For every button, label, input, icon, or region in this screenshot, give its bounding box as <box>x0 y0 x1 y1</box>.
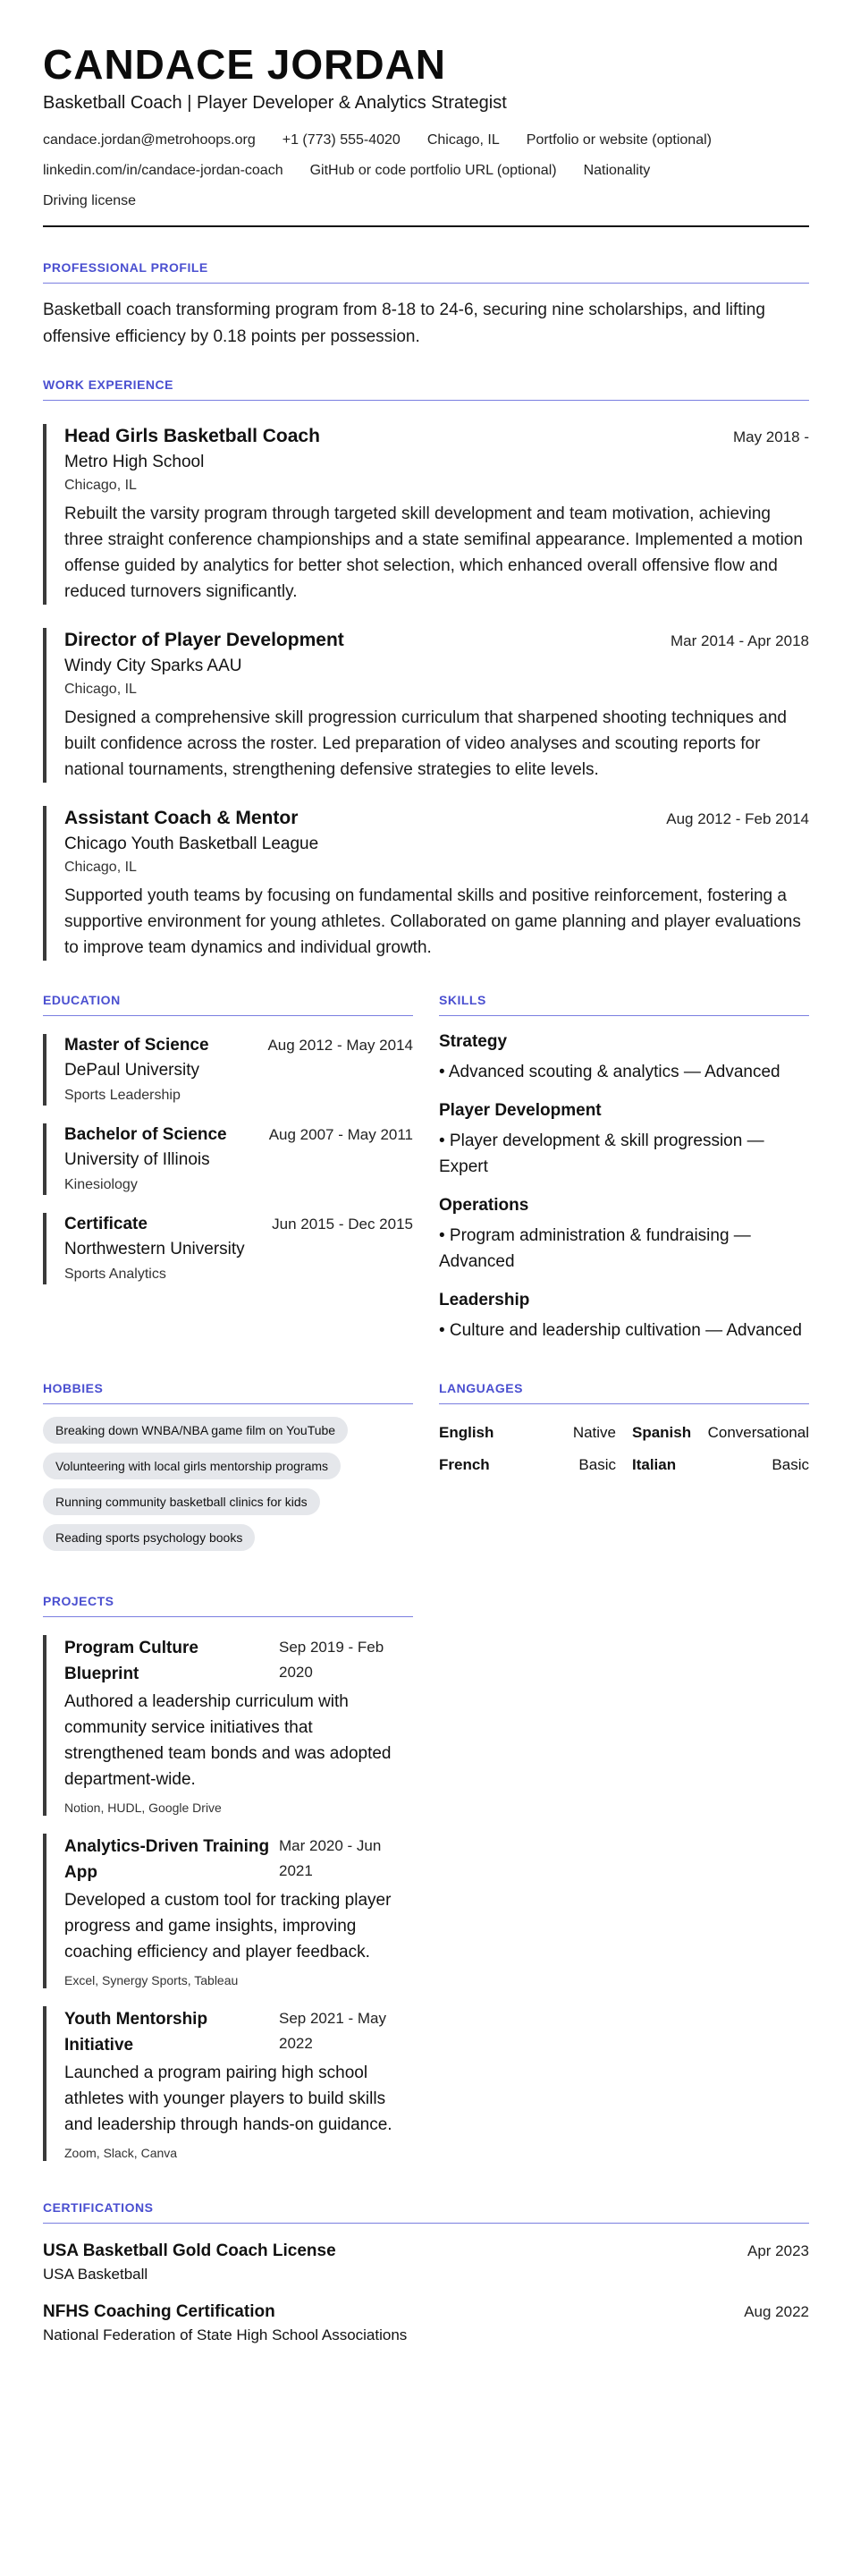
project-tools: Excel, Synergy Sports, Tableau <box>64 1973 239 1987</box>
job-entry <box>43 424 809 605</box>
job-entry <box>43 806 809 961</box>
hobby-tag: Reading sports psychology books <box>43 1524 255 1551</box>
project-description: Launched a program pairing high school athletes with younger players to build skills and leadership through hands-on guidance. <box>64 2063 392 2134</box>
certification-issuer: National Federation of State High School Associations <box>43 2326 408 2343</box>
job-location: Chicago, IL <box>64 478 137 493</box>
hobbies-section <box>43 1381 413 1560</box>
work-experience-section <box>43 377 809 961</box>
contact-info <box>43 131 809 211</box>
project-description: Authored a leadership curriculum with community service initiatives that strengthened team bonds and was adopted department-wide. <box>64 1692 392 1789</box>
language-name: Spanish <box>632 1424 692 1441</box>
section-heading: PROJECTS <box>43 1594 413 1617</box>
project-title: Program Culture Blueprint <box>64 1639 198 1683</box>
candidate-name: CANDACE JORDAN <box>43 41 447 88</box>
education-school: Northwestern University <box>64 1240 245 1258</box>
section-heading: SKILLS <box>439 993 809 1016</box>
education-field: Sports Leadership <box>64 1088 181 1103</box>
job-description: Rebuilt the varsity program through targeted skill development and team motivation, achieving three straight conference championships and a state semifinal appearance. Implemented a motion offense guided by analytics for better shot selection, which enhanced overall offensive flow and reduced turnovers significantly. <box>64 504 803 601</box>
resume-header <box>43 0 809 227</box>
education-field: Sports Analytics <box>64 1267 166 1282</box>
education-entry <box>43 1123 413 1195</box>
job-location: Chicago, IL <box>64 860 137 875</box>
education-date: Jun 2015 - Dec 2015 <box>272 1216 413 1233</box>
section-heading: HOBBIES <box>43 1381 413 1404</box>
education-field: Kinesiology <box>64 1177 138 1192</box>
education-degree: Master of Science <box>64 1036 209 1055</box>
language-name: English <box>439 1424 494 1441</box>
skill-item: • Program administration & fundraising — Advanced <box>439 1226 751 1271</box>
profile-text: Basketball coach transforming program from 8-18 to 24-6, securing nine scholarships, and lifting offensive efficiency by 0.18 points per possession. <box>43 301 765 346</box>
project-date: Sep 2019 - Feb 2020 <box>279 1639 384 1681</box>
education-date: Aug 2012 - May 2014 <box>267 1037 413 1054</box>
job-date: Mar 2014 - Apr 2018 <box>671 632 809 649</box>
job-organization: Windy City Sparks AAU <box>64 657 242 675</box>
job-date: Aug 2012 - Feb 2014 <box>666 810 809 827</box>
project-entry <box>43 2006 413 2161</box>
education-entry <box>43 1213 413 1284</box>
languages-section <box>439 1381 809 1560</box>
portfolio-link[interactable]: Portfolio or website (optional) <box>526 132 712 148</box>
language-level: Native <box>572 1424 616 1441</box>
certification-entry <box>43 2301 809 2345</box>
language-item <box>439 1456 616 1474</box>
education-school: University of Illinois <box>64 1150 210 1169</box>
education-section <box>43 993 413 1343</box>
project-title: Analytics-Driven Training App <box>64 1837 270 1882</box>
language-grid <box>439 1424 809 1474</box>
language-level: Basic <box>772 1456 809 1473</box>
education-degree: Certificate <box>64 1215 148 1233</box>
certification-name: NFHS Coaching Certification <box>43 2302 275 2321</box>
language-name: French <box>439 1456 490 1473</box>
section-heading: WORK EXPERIENCE <box>43 377 809 401</box>
job-entry <box>43 628 809 783</box>
skill-group <box>439 1289 809 1343</box>
language-name: Italian <box>632 1456 677 1473</box>
project-tools: Notion, HUDL, Google Drive <box>64 1801 222 1815</box>
skill-category: Strategy <box>439 1032 508 1051</box>
job-description: Supported youth teams by focusing on fundamental skills and positive reinforcement, fostering a supportive environment for young athletes. Collaborated on game planning and player evaluations to improve team dynamics and individual growth. <box>64 886 801 957</box>
project-description: Developed a custom tool for tracking player progress and game insights, improving coaching efficiency and player feedback. <box>64 1891 392 1962</box>
profile-section <box>43 260 809 351</box>
project-tools: Zoom, Slack, Canva <box>64 2146 178 2160</box>
skill-group <box>439 1194 809 1275</box>
certification-date: Apr 2023 <box>747 2242 809 2259</box>
certification-date: Aug 2022 <box>744 2303 809 2320</box>
job-title: Director of Player Development <box>64 630 344 650</box>
skill-item: • Player development & skill progression — Expert <box>439 1131 764 1176</box>
education-school: DePaul University <box>64 1061 199 1080</box>
education-degree: Bachelor of Science <box>64 1125 227 1144</box>
certification-name: USA Basketball Gold Coach License <box>43 2241 336 2260</box>
contact-row <box>43 131 809 150</box>
linkedin-link[interactable]: linkedin.com/in/candace-jordan-coach <box>43 163 283 178</box>
skill-category: Operations <box>439 1196 529 1215</box>
contact-row <box>43 191 809 211</box>
project-title: Youth Mentorship Initiative <box>64 2010 208 2055</box>
language-level: Conversational <box>707 1424 809 1441</box>
language-item <box>439 1424 616 1442</box>
project-date: Mar 2020 - Jun 2021 <box>279 1837 382 1879</box>
projects-section <box>43 1594 413 2161</box>
education-skills-row <box>43 993 809 1343</box>
education-date: Aug 2007 - May 2011 <box>268 1126 413 1143</box>
skill-item: • Culture and leadership cultivation — Advanced <box>439 1321 802 1340</box>
job-organization: Chicago Youth Basketball League <box>64 835 319 853</box>
nationality: Nationality <box>583 163 651 178</box>
project-entry <box>43 1635 413 1816</box>
candidate-title: Basketball Coach | Player Developer & Analytics Strategist <box>43 93 507 113</box>
hobbies-languages-row <box>43 1381 809 1560</box>
github-link[interactable]: GitHub or code portfolio URL (optional) <box>309 163 557 178</box>
education-entry <box>43 1034 413 1106</box>
job-title: Head Girls Basketball Coach <box>64 426 320 446</box>
language-level: Basic <box>578 1456 616 1473</box>
section-heading: PROFESSIONAL PROFILE <box>43 260 809 284</box>
phone-number[interactable]: +1 (773) 555-4020 <box>282 132 401 148</box>
hobby-tag: Breaking down WNBA/NBA game film on YouTube <box>43 1417 348 1444</box>
contact-row <box>43 161 809 181</box>
driving-license: Driving license <box>43 193 137 208</box>
skill-item: • Advanced scouting & analytics — Advanced <box>439 1063 780 1081</box>
skills-section <box>439 993 809 1343</box>
job-date: May 2018 - <box>732 428 809 445</box>
location: Chicago, IL <box>426 132 500 148</box>
hobby-tag: Running community basketball clinics for kids <box>43 1488 320 1515</box>
skill-group <box>439 1099 809 1180</box>
hobby-tags <box>43 1417 413 1560</box>
skill-category: Leadership <box>439 1291 530 1309</box>
language-item <box>632 1456 809 1474</box>
job-title: Assistant Coach & Mentor <box>64 808 299 828</box>
section-heading: EDUCATION <box>43 993 413 1016</box>
skill-category: Player Development <box>439 1101 602 1120</box>
section-heading: LANGUAGES <box>439 1381 809 1404</box>
section-heading: CERTIFICATIONS <box>43 2200 809 2224</box>
job-location: Chicago, IL <box>64 682 137 697</box>
certification-issuer: USA Basketball <box>43 2266 148 2283</box>
job-organization: Metro High School <box>64 453 205 471</box>
header-divider <box>43 225 809 227</box>
certification-entry <box>43 2240 809 2284</box>
hobby-tag: Volunteering with local girls mentorship programs <box>43 1453 341 1479</box>
project-entry <box>43 1834 413 1988</box>
language-item <box>632 1424 809 1442</box>
certifications-section <box>43 2200 809 2345</box>
job-description: Designed a comprehensive skill progression curriculum that sharpened shooting techniques and built confidence across the roster. Led preparation of video analyses and scouting reports for national tournaments, strengthening defensive strategies to elite levels. <box>64 708 787 779</box>
skill-group <box>439 1030 809 1085</box>
email-link[interactable]: candace.jordan@metrohoops.org <box>43 132 256 148</box>
project-date: Sep 2021 - May 2022 <box>279 2010 387 2052</box>
